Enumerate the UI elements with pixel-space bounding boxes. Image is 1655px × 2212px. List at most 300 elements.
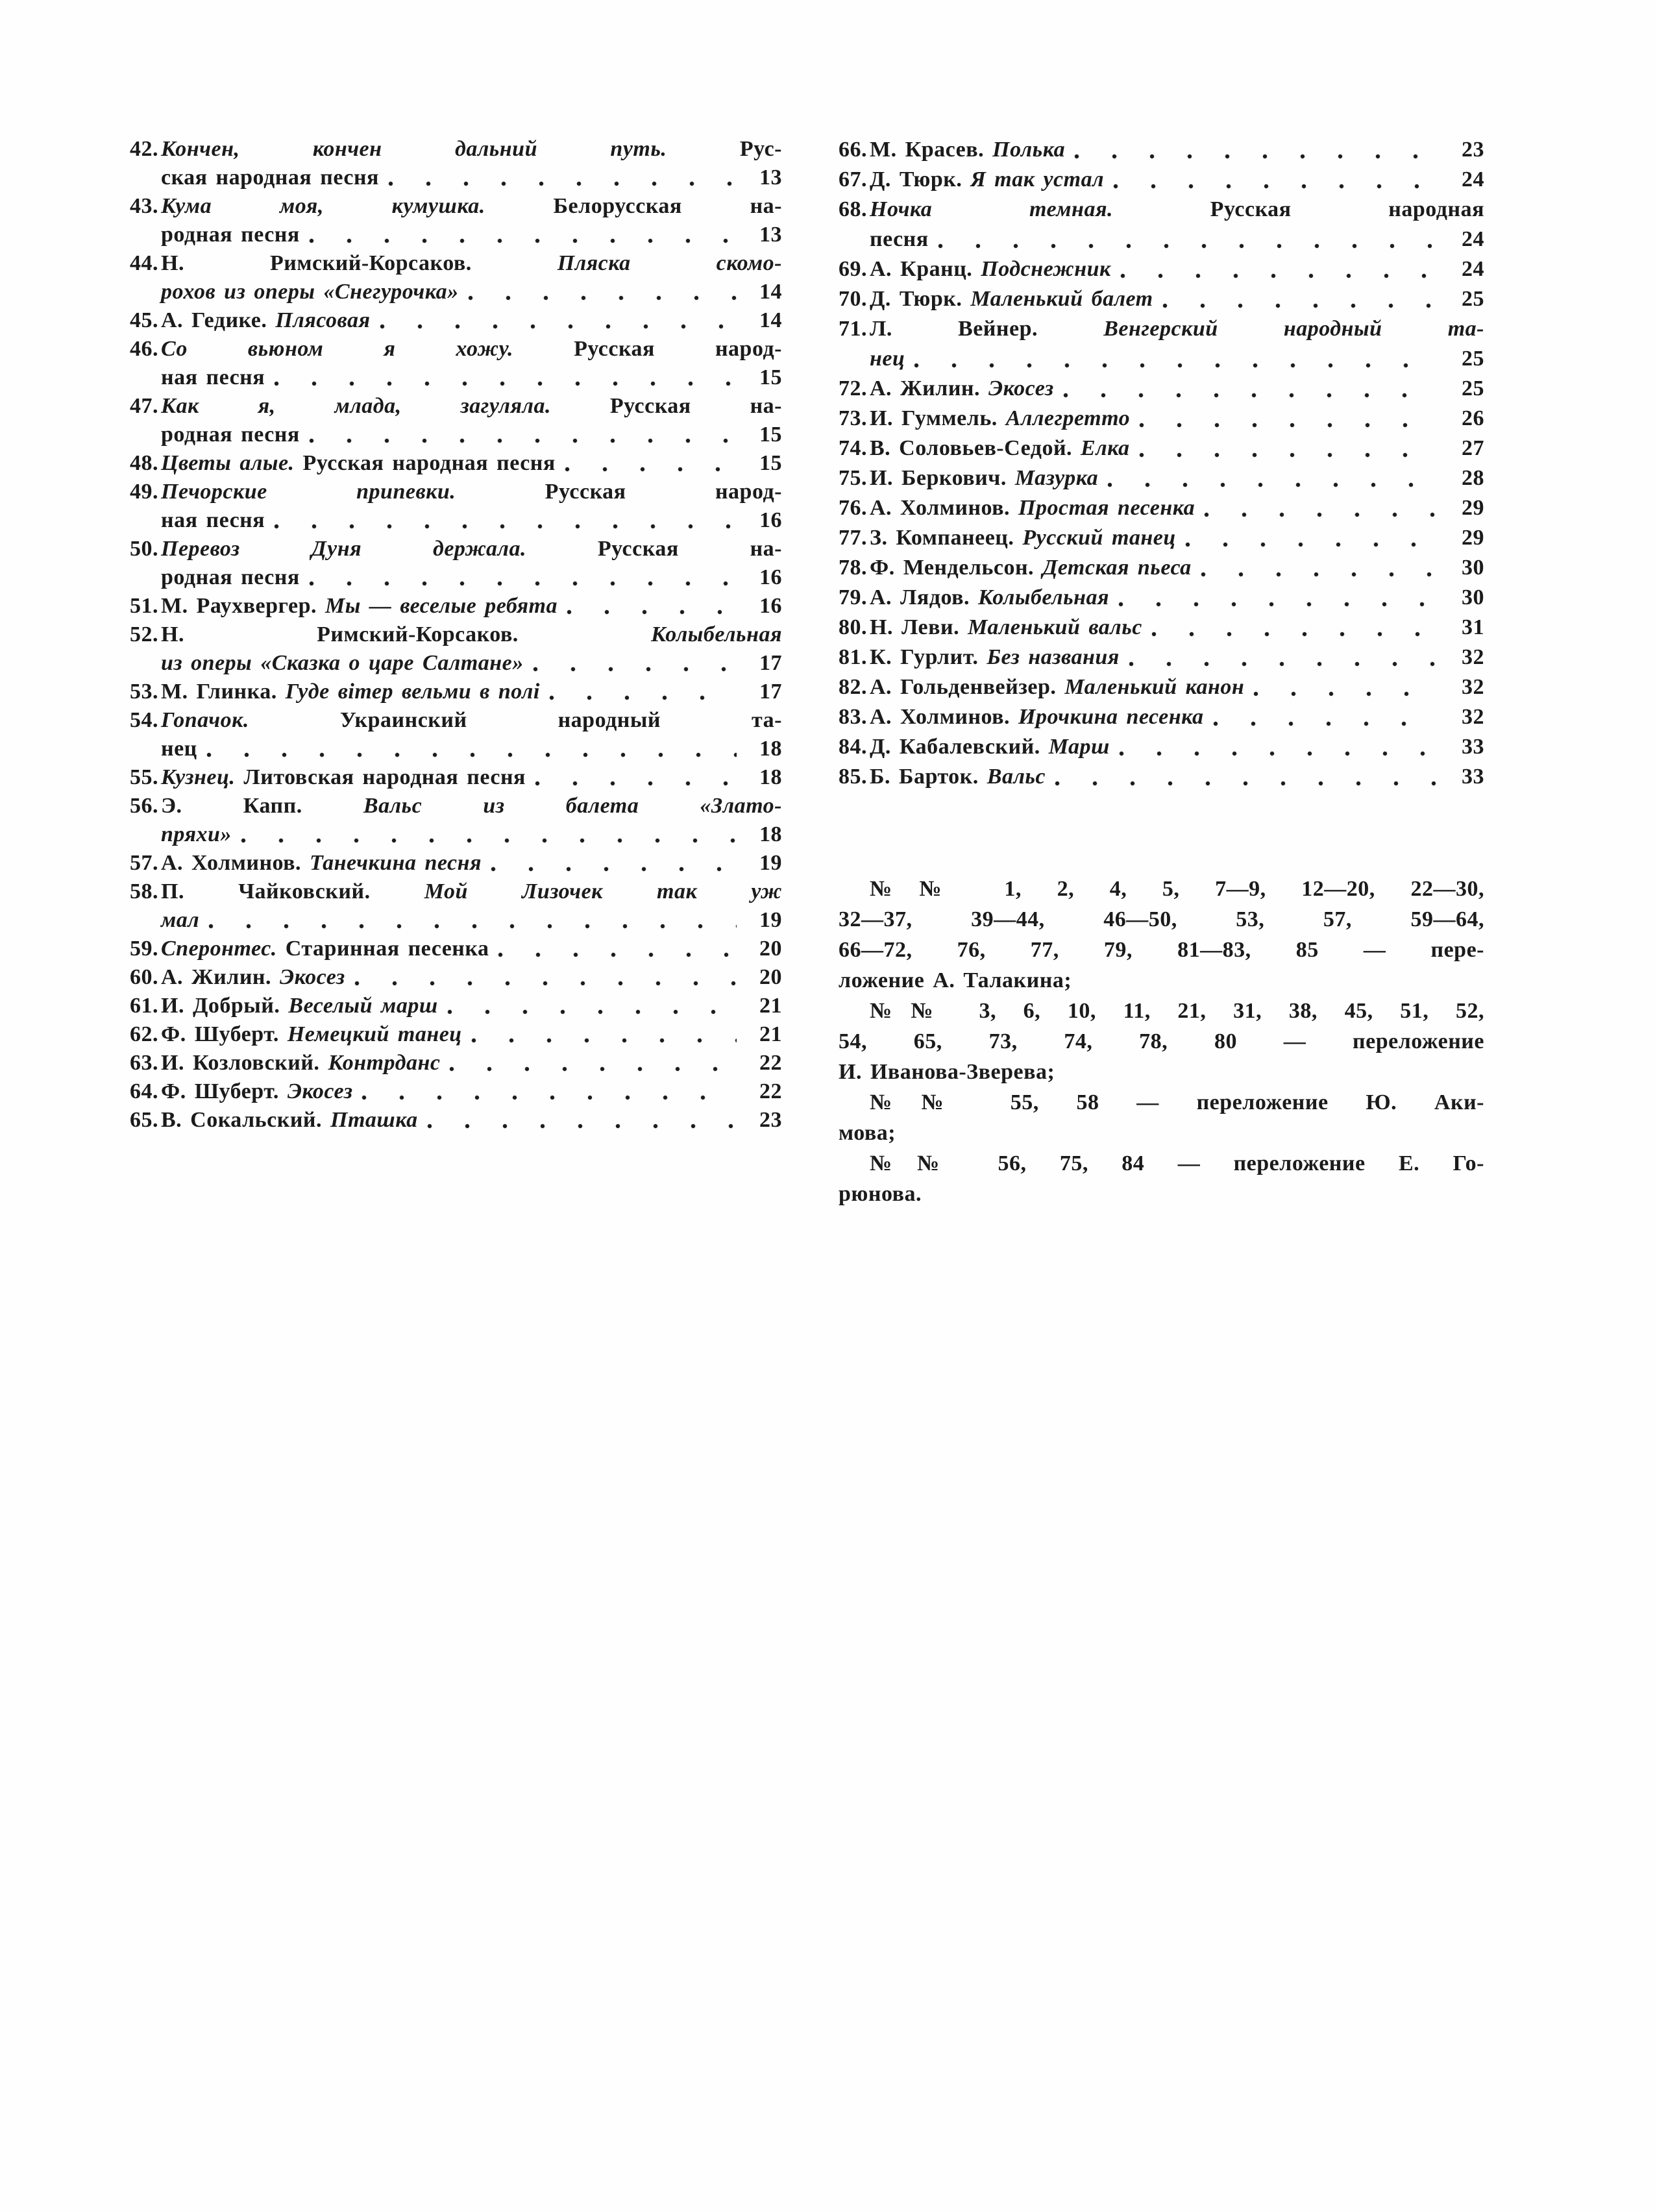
- toc-entry: [130, 678, 782, 706]
- toc-entries-right: [839, 135, 1484, 792]
- toc-entry: [839, 463, 1484, 493]
- toc-entry: [839, 553, 1484, 583]
- entry-line: [870, 463, 1484, 493]
- entry-number: 85.: [839, 765, 867, 789]
- work-title: Гопачок.: [161, 708, 249, 732]
- entry-number: 81.: [839, 645, 867, 669]
- entry-number: 69.: [839, 257, 867, 281]
- work-title: Маленький балет: [962, 287, 1153, 311]
- notes-paragraph: [839, 1087, 1484, 1148]
- entry-number: 57.: [130, 851, 158, 875]
- work-title: Как я, млада, загуляла.: [161, 394, 551, 418]
- dot-leader: [309, 437, 737, 444]
- work-title: Вальс из балета «Злато-: [302, 794, 782, 818]
- entry-text: [161, 649, 524, 678]
- dot-leader: [491, 866, 737, 872]
- entry-plain-text: нец: [161, 737, 197, 761]
- entry-plain-text: Русская на-: [526, 537, 782, 561]
- entry-number: 45.: [130, 308, 158, 332]
- entry-line: [870, 135, 1484, 165]
- entry-line: [870, 374, 1484, 404]
- page-number: 22: [759, 1079, 782, 1103]
- entry-plain-text: А. Холминов.: [161, 851, 302, 875]
- entry-plain-text: Б. Барток.: [870, 765, 979, 789]
- entry-line: [161, 278, 782, 306]
- entry-text: [870, 463, 1098, 493]
- page-number: 14: [759, 308, 782, 332]
- work-title: Без названия: [978, 645, 1120, 669]
- work-title: Маленький канон: [1056, 675, 1245, 699]
- work-title: Цветы алые.: [161, 451, 295, 475]
- dot-leader: [1119, 750, 1439, 757]
- entry-line: [161, 906, 782, 935]
- entry-text: [870, 553, 1192, 583]
- entry-line: [161, 506, 782, 535]
- toc-entry: [130, 763, 782, 792]
- page-number: 18: [759, 737, 782, 761]
- entry-text: [161, 678, 540, 706]
- entry-plain-text: Ф. Шуберт.: [161, 1079, 279, 1103]
- work-title: Венгерский народный та-: [1038, 317, 1484, 341]
- entry-line: [161, 592, 782, 621]
- entry-line: [161, 563, 782, 592]
- entry-line: [161, 192, 782, 221]
- entry-text: [870, 672, 1244, 702]
- entry-text: [161, 221, 300, 249]
- entry-number: 61.: [130, 994, 158, 1018]
- page-number: 31: [1462, 615, 1484, 639]
- work-title: Подснежник: [972, 257, 1111, 281]
- entry-text: [161, 278, 459, 306]
- toc-entry: [839, 434, 1484, 463]
- page-number: 15: [759, 365, 782, 389]
- entry-line: [161, 306, 782, 335]
- dot-leader: [1055, 780, 1439, 787]
- entry-line: [161, 706, 782, 735]
- page-number: 22: [759, 1051, 782, 1075]
- entry-line: [161, 392, 782, 421]
- entry-plain-text: И. Добрый.: [161, 994, 280, 1018]
- page-number: 15: [759, 451, 782, 475]
- entry-plain-text: Старинная песенка: [276, 937, 489, 961]
- dot-leader: [1139, 452, 1439, 458]
- page-number: 32: [1462, 675, 1484, 699]
- dot-leader: [1113, 183, 1439, 190]
- toc-entry: [839, 314, 1484, 374]
- entry-line: [870, 314, 1484, 344]
- entry-number: 64.: [130, 1079, 158, 1103]
- toc-entry: [130, 621, 782, 678]
- entry-plain-text: М. Красев.: [870, 138, 985, 162]
- page-number: 16: [759, 565, 782, 589]
- entry-plain-text: Н. Римский-Корсаков.: [161, 251, 472, 275]
- entry-text: [161, 592, 558, 621]
- entry-line: [161, 1020, 782, 1049]
- work-title: Пташка: [322, 1108, 418, 1132]
- entry-text: [161, 879, 782, 903]
- page-number: 33: [1462, 765, 1484, 789]
- entry-plain-text: Н. Леви.: [870, 615, 960, 639]
- notes-line: №№ 56, 75, 84 — переложение Е. Го-: [870, 1151, 1484, 1175]
- work-title: Маленький вальс: [959, 615, 1142, 639]
- entry-line: [870, 225, 1484, 254]
- entry-plain-text: А. Гольденвейзер.: [870, 675, 1057, 699]
- work-title: рохов из оперы «Снегурочка»: [161, 280, 459, 304]
- entry-text: [161, 1106, 418, 1135]
- work-title: Со вьюном я хожу.: [161, 337, 514, 361]
- entry-line: [161, 1077, 782, 1106]
- work-title: Аллегретто: [997, 406, 1131, 430]
- notes-line: мова;: [839, 1121, 896, 1145]
- entry-number: 44.: [130, 251, 158, 275]
- toc-entry: [839, 583, 1484, 613]
- work-title: Плясовая: [267, 308, 371, 332]
- page-number: 19: [759, 851, 782, 875]
- work-title: Перевоз Дуня держала.: [161, 537, 526, 561]
- entry-plain-text: Д. Тюрк.: [870, 167, 962, 191]
- entry-number: 82.: [839, 675, 867, 699]
- notes-paragraph: [839, 996, 1484, 1087]
- entry-text: [161, 794, 782, 818]
- entry-plain-text: ская народная песня: [161, 166, 379, 190]
- entry-text: [161, 963, 345, 992]
- entry-number: 70.: [839, 287, 867, 311]
- dot-leader: [1162, 302, 1439, 309]
- toc-entry: [130, 963, 782, 992]
- toc-entry: [839, 702, 1484, 732]
- dot-leader: [1118, 601, 1439, 608]
- dot-leader: [1213, 720, 1439, 727]
- work-title: мал: [161, 908, 200, 932]
- entry-text: [161, 164, 379, 192]
- page-number: 13: [759, 166, 782, 190]
- entry-number: 56.: [130, 794, 158, 818]
- toc-entry: [130, 792, 782, 849]
- entry-number: 52.: [130, 622, 158, 646]
- entry-plain-text: Рус-: [667, 137, 782, 161]
- work-title: Елка: [1072, 436, 1130, 460]
- page-number: 23: [1462, 138, 1484, 162]
- entry-number: 67.: [839, 167, 867, 191]
- entry-text: [161, 708, 782, 732]
- entry-text: [161, 194, 782, 218]
- entry-plain-text: Русская народная: [1112, 197, 1484, 221]
- dot-leader: [535, 780, 737, 787]
- work-title: Я так устал: [962, 167, 1105, 191]
- dot-leader: [274, 380, 737, 387]
- entry-plain-text: Д. Тюрк.: [870, 287, 962, 311]
- entry-line: [870, 165, 1484, 195]
- entry-line: [161, 820, 782, 849]
- toc-entry: [130, 878, 782, 935]
- entry-line: [161, 335, 782, 363]
- toc-entry: [839, 165, 1484, 195]
- entry-plain-text: родная песня: [161, 565, 300, 589]
- page-number: 30: [1462, 585, 1484, 609]
- dot-leader: [447, 1009, 737, 1015]
- page-number: 21: [759, 1022, 782, 1046]
- entry-text: [161, 480, 782, 504]
- work-title: Кума моя, кумушка.: [161, 194, 485, 218]
- entry-number: 51.: [130, 594, 158, 618]
- entry-plain-text: Белорусская на-: [485, 194, 782, 218]
- entry-line: [870, 434, 1484, 463]
- work-title: Мазурка: [1006, 466, 1099, 490]
- entry-line: [161, 1106, 782, 1135]
- entry-text: [161, 992, 438, 1020]
- entry-line: [161, 792, 782, 820]
- toc-entry: [130, 849, 782, 878]
- dot-leader: [427, 1123, 737, 1129]
- work-title: Гуде вітер вельми в полі: [276, 680, 540, 704]
- toc-entry: [839, 195, 1484, 254]
- notes-paragraph: [839, 1148, 1484, 1209]
- work-title: Ночка темная.: [870, 197, 1113, 221]
- entry-line: [161, 763, 782, 792]
- entry-plain-text: Ф. Шуберт.: [161, 1022, 279, 1046]
- toc-entry: [839, 732, 1484, 762]
- entry-line: [870, 553, 1484, 583]
- entry-line: [161, 449, 782, 478]
- page-number: 25: [1462, 287, 1484, 311]
- toc-column-left: [130, 135, 782, 1135]
- page-number: 23: [759, 1108, 782, 1132]
- work-title: Ирочкина песенка: [1010, 705, 1204, 729]
- entry-line: [870, 344, 1484, 374]
- entry-text: [161, 251, 782, 275]
- page-number: 16: [759, 508, 782, 532]
- dot-leader: [449, 1066, 737, 1072]
- dot-leader: [471, 1037, 737, 1044]
- dot-leader: [468, 295, 737, 301]
- toc-entry: [130, 1049, 782, 1077]
- page-number: 28: [1462, 466, 1484, 490]
- page-number: 24: [1462, 167, 1484, 191]
- dot-leader: [1107, 482, 1439, 488]
- entry-line: [161, 621, 782, 649]
- work-title: Экосез: [271, 965, 345, 989]
- page-number: 17: [759, 680, 782, 704]
- page-number: 21: [759, 994, 782, 1018]
- dot-leader: [1074, 153, 1439, 160]
- toc-entry: [839, 404, 1484, 434]
- entry-text: [161, 906, 199, 935]
- entry-text: [161, 563, 300, 592]
- entry-number: 60.: [130, 965, 158, 989]
- entry-line: [870, 493, 1484, 523]
- toc-entry: [130, 1077, 782, 1106]
- page-number: 20: [759, 937, 782, 961]
- work-title: нец: [870, 347, 905, 371]
- entry-text: [161, 137, 782, 161]
- entry-text: [870, 284, 1153, 314]
- entry-text: [870, 762, 1046, 792]
- entry-number: 47.: [130, 394, 158, 418]
- entry-line: [870, 284, 1484, 314]
- entry-number: 42.: [130, 137, 158, 161]
- entry-text: [870, 344, 905, 374]
- entry-number: 66.: [839, 138, 867, 162]
- page-number: 18: [759, 765, 782, 789]
- entry-number: 84.: [839, 735, 867, 759]
- dot-leader: [354, 980, 737, 987]
- notes-line: рюнова.: [839, 1182, 922, 1206]
- entry-text: [161, 849, 482, 878]
- toc-entry: [130, 335, 782, 392]
- entry-plain-text: Л. Вейнер.: [870, 317, 1038, 341]
- page-number: 24: [1462, 257, 1484, 281]
- dot-leader: [1063, 392, 1439, 399]
- page-number: 27: [1462, 436, 1484, 460]
- dot-leader: [1253, 691, 1439, 697]
- work-title: Контрданс: [319, 1051, 441, 1075]
- entry-text: [161, 820, 232, 849]
- entry-line: [870, 672, 1484, 702]
- entry-line: [161, 678, 782, 706]
- page-number: 19: [759, 908, 782, 932]
- entry-text: [870, 165, 1104, 195]
- work-title: Русский танец: [1014, 526, 1176, 550]
- work-title: Полька: [984, 138, 1066, 162]
- notes-line: №№ 55, 58 — переложение Ю. Аки-: [870, 1090, 1484, 1114]
- entry-text: [161, 763, 526, 792]
- dot-leader: [565, 466, 737, 473]
- entry-number: 77.: [839, 526, 867, 550]
- work-title: из оперы «Сказка о царе Салтане»: [161, 651, 524, 675]
- entry-line: [870, 404, 1484, 434]
- page-number: 24: [1462, 227, 1484, 251]
- entry-line: [870, 702, 1484, 732]
- entry-text: [161, 935, 489, 963]
- entry-plain-text: родная песня: [161, 423, 300, 447]
- entry-plain-text: Русская народная песня: [294, 451, 556, 475]
- dot-leader: [914, 362, 1439, 369]
- notes-line: 32—37, 39—44, 46—50, 53, 57, 59—64,: [839, 907, 1484, 931]
- work-title: Веселый марш: [280, 994, 438, 1018]
- entry-line: [161, 135, 782, 164]
- entry-number: 83.: [839, 705, 867, 729]
- entry-line: [870, 523, 1484, 553]
- entry-text: [161, 306, 371, 335]
- page-number: 13: [759, 223, 782, 247]
- entry-plain-text: М. Раухвергер.: [161, 594, 317, 618]
- dot-leader: [1129, 661, 1439, 667]
- entry-line: [870, 254, 1484, 284]
- entry-line: [870, 583, 1484, 613]
- entry-number: 62.: [130, 1022, 158, 1046]
- entry-plain-text: песня: [870, 227, 929, 251]
- entry-number: 75.: [839, 466, 867, 490]
- toc-entry: [839, 643, 1484, 672]
- work-title: пряхи»: [161, 822, 232, 846]
- dot-leader: [362, 1094, 737, 1101]
- notes-line: 54, 65, 73, 74, 78, 80 — переложение: [839, 1029, 1484, 1053]
- entry-text: [870, 613, 1142, 643]
- page-number: 32: [1462, 645, 1484, 669]
- page-number: 33: [1462, 735, 1484, 759]
- entry-text: [161, 735, 197, 763]
- entry-line: [870, 195, 1484, 225]
- entry-number: 48.: [130, 451, 158, 475]
- dot-leader: [388, 180, 737, 187]
- entry-text: [870, 254, 1111, 284]
- entry-plain-text: И. Козловский.: [161, 1051, 320, 1075]
- entry-text: [161, 363, 265, 392]
- notes-paragraph: [839, 874, 1484, 996]
- entry-plain-text: Русская народ-: [456, 480, 782, 504]
- work-title: Экосез: [278, 1079, 353, 1103]
- entry-plain-text: ная песня: [161, 365, 265, 389]
- work-title: Колыбельная: [970, 585, 1110, 609]
- entry-text: [870, 225, 929, 254]
- dot-leader: [1120, 273, 1439, 279]
- toc-entry: [839, 523, 1484, 553]
- toc-columns: [130, 135, 1484, 1209]
- dot-leader: [567, 609, 737, 615]
- work-title: Кончен, кончен дальний путь.: [161, 137, 667, 161]
- entry-number: 79.: [839, 585, 867, 609]
- entry-text: [870, 643, 1120, 672]
- entry-plain-text: Литовская народная песня: [235, 765, 526, 789]
- work-title: Мы — веселые ребята: [317, 594, 558, 618]
- entry-plain-text: А. Холминов.: [870, 496, 1011, 520]
- entry-line: [870, 732, 1484, 762]
- toc-entry: [839, 613, 1484, 643]
- entry-text: [870, 135, 1065, 165]
- entry-number: 53.: [130, 680, 158, 704]
- entry-number: 54.: [130, 708, 158, 732]
- page-number: 26: [1462, 406, 1484, 430]
- work-title: Колыбельная: [518, 622, 782, 646]
- entry-line: [161, 363, 782, 392]
- work-title: Танечкина песня: [301, 851, 482, 875]
- entry-text: [161, 1020, 462, 1049]
- entry-number: 71.: [839, 317, 867, 341]
- dot-leader: [1204, 511, 1439, 518]
- dot-leader: [309, 238, 737, 244]
- page-number: 20: [759, 965, 782, 989]
- dot-leader: [498, 952, 737, 958]
- entry-plain-text: ная песня: [161, 508, 265, 532]
- entry-line: [870, 613, 1484, 643]
- entry-line: [161, 421, 782, 449]
- toc-entry: [839, 493, 1484, 523]
- entry-plain-text: Ф. Мендельсон.: [870, 556, 1035, 580]
- dot-leader: [938, 243, 1439, 249]
- page-number: 30: [1462, 556, 1484, 580]
- entry-text: [870, 317, 1484, 341]
- entry-number: 58.: [130, 879, 158, 903]
- toc-entry: [839, 762, 1484, 792]
- entry-text: [161, 537, 782, 561]
- entry-line: [870, 762, 1484, 792]
- dot-leader: [274, 523, 737, 530]
- entry-plain-text: Э. Капп.: [161, 794, 302, 818]
- work-title: Экосез: [980, 376, 1054, 400]
- entry-plain-text: М. Глинка.: [161, 680, 277, 704]
- toc-column-right: [839, 135, 1484, 1209]
- toc-entry: [130, 1106, 782, 1135]
- entry-text: [161, 506, 265, 535]
- entry-plain-text: А. Жилин.: [870, 376, 981, 400]
- page-number: 25: [1462, 376, 1484, 400]
- entry-line: [161, 164, 782, 192]
- entry-text: [161, 421, 300, 449]
- entry-text: [870, 434, 1130, 463]
- entry-plain-text: И. Гуммель.: [870, 406, 998, 430]
- notes-line: №№ 1, 2, 4, 5, 7—9, 12—20, 22—30,: [870, 877, 1484, 901]
- entry-plain-text: И. Беркович.: [870, 466, 1007, 490]
